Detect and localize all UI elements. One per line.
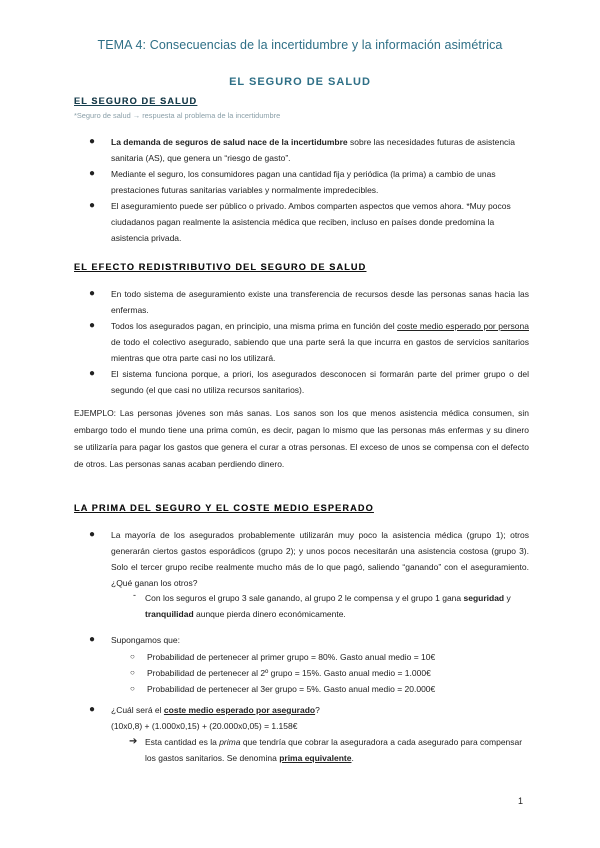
- header-title: TEMA 4: Consecuencias de la incertidumbre y la información asimétrica: [97, 38, 503, 52]
- document-title: EL SEGURO DE SALUD: [229, 76, 371, 88]
- arrow-item: [145, 734, 529, 766]
- item-text: .: [351, 753, 354, 763]
- page-number: 1: [518, 796, 524, 806]
- list-item: El sistema funciona porque, a priori, los asegurados desconocen si formarán parte del primer grupo o del segundo (el que casi no utiliza recursos sanitarios).: [111, 369, 529, 395]
- calculation: (10x0,8) + (1.000x0,15) + (20.000x0,05) = 1.158€: [111, 721, 298, 731]
- case-item: Probabilidad de pertenecer al primer grupo = 80%. Gasto anual medio = 10€: [147, 652, 436, 662]
- bullet-icon: ●: [89, 529, 96, 540]
- item-text: Todos los asegurados pagan, en principio, una misma prima en función del: [111, 321, 398, 331]
- italic-text: prima: [219, 737, 241, 747]
- bullet-icon: ●: [89, 368, 96, 379]
- section-heading-seguro: EL SEGURO DE SALUD: [74, 96, 198, 106]
- list-item: [111, 702, 529, 718]
- example-paragraph: EJEMPLO: Las personas jóvenes son más sanas. Los sanos son los que menos asistencia médica consumen, sin embargo todo el mundo tiene una prima común, es decir, pagan lo mismo que las personas más enfermas y su dinero se utilizaría para pagar los gastos que genera el curar a otras personas. El exceso de unos se compensa con el defecto de otros. Las personas sanas acaban perdiendo dinero.: [74, 408, 529, 469]
- bold-text: tranquilidad: [145, 609, 194, 619]
- underlined-term: coste medio esperado por asegurado: [163, 705, 316, 715]
- bullet-icon: ●: [89, 136, 96, 147]
- bold-text: seguridad: [463, 593, 505, 603]
- circle-bullet-icon: ○: [130, 684, 135, 693]
- bullet-icon: ●: [89, 320, 96, 331]
- underlined-term: prima equivalente: [279, 753, 352, 763]
- item-text: que tendría que cobrar la aseguradora a cada asegurado para compensar los gastos sanitarios. Se denomina: [145, 737, 523, 763]
- item-text: Con los seguros el grupo 3 sale ganando, al grupo 2 le compensa y el grupo 1 gana: [145, 593, 464, 603]
- list-item: La mayoría de los asegurados probablemente utilizarán muy poco la asistencia médica (grupo 1); otros generarán ciertos gastos esporádicos (grupo 2); y unos pocos necesitarán una asistencia costosa (grupo 3). Solo el tercer grupo recibe realmente mucho más de lo que pagó, saliendo “ganando” con el aseguramiento. ¿Qué ganan los otros?: [111, 530, 529, 588]
- dash-item: [145, 590, 529, 622]
- item-text: ¿Cuál será el: [111, 705, 164, 715]
- list-item: [111, 134, 529, 166]
- list-item: Mediante el seguro, los consumidores pagan una cantidad fija y periódica (la prima) a cambio de unas prestaciones futuras sanitarias variables y normalmente impredecibles.: [111, 169, 496, 195]
- item-text: Esta cantidad es la: [145, 737, 220, 747]
- list-item: En todo sistema de aseguramiento existe una transferencia de recursos desde las personas sanas hacia las enfermas.: [111, 289, 529, 315]
- item-text: ?: [315, 705, 320, 715]
- bullet-icon: ●: [89, 634, 96, 645]
- underlined-term: coste medio esperado por persona: [397, 321, 529, 331]
- circle-bullet-icon: ○: [130, 668, 135, 677]
- bullet-icon: ●: [89, 704, 96, 715]
- circle-bullet-icon: ○: [130, 652, 135, 661]
- section-subtitle: *Seguro de salud → respuesta al problema de la incertidumbre: [74, 111, 281, 120]
- arrow-icon: ➔: [129, 736, 138, 747]
- bold-text: La demanda de seguros de salud nace de la incertidumbre: [111, 137, 348, 147]
- item-text: aunque pierda dinero económicamente.: [193, 609, 346, 619]
- item-text: y: [504, 593, 511, 603]
- case-item: Probabilidad de pertenecer al 3er grupo = 5%. Gasto anual medio = 20.000€: [147, 684, 436, 694]
- bullet-icon: ●: [89, 200, 96, 211]
- list-item: Supongamos que:: [111, 635, 180, 645]
- bullet-icon: ●: [89, 288, 96, 299]
- section-heading-efecto: EL EFECTO REDISTRIBUTIVO DEL SEGURO DE SALUD: [74, 262, 367, 272]
- list-item: [111, 318, 529, 366]
- bullet-icon: ●: [89, 168, 96, 179]
- item-text: sobre las necesidades futuras de asistencia sanitaria (AS), que genera un “riesgo de gasto”.: [111, 137, 515, 163]
- list-item: El aseguramiento puede ser público o privado. Ambos comparten aspectos que vemos ahora. *Muy pocos ciudadanos pagan realmente la asistencia médica que reciben, incluso en países donde predomina la asistencia privada.: [111, 201, 511, 243]
- dash-icon: -: [133, 590, 136, 600]
- case-item: Probabilidad de pertenecer al 2º grupo = 15%. Gasto anual medio = 1.000€: [147, 668, 431, 678]
- item-text: de todo el colectivo asegurado, sabiendo que una parte será la que incurra en gastos de servicios sanitarios mientras que otra parte casi no los utilizará.: [111, 337, 529, 363]
- section-heading-prima: LA PRIMA DEL SEGURO Y EL COSTE MEDIO ESPERADO: [74, 503, 374, 513]
